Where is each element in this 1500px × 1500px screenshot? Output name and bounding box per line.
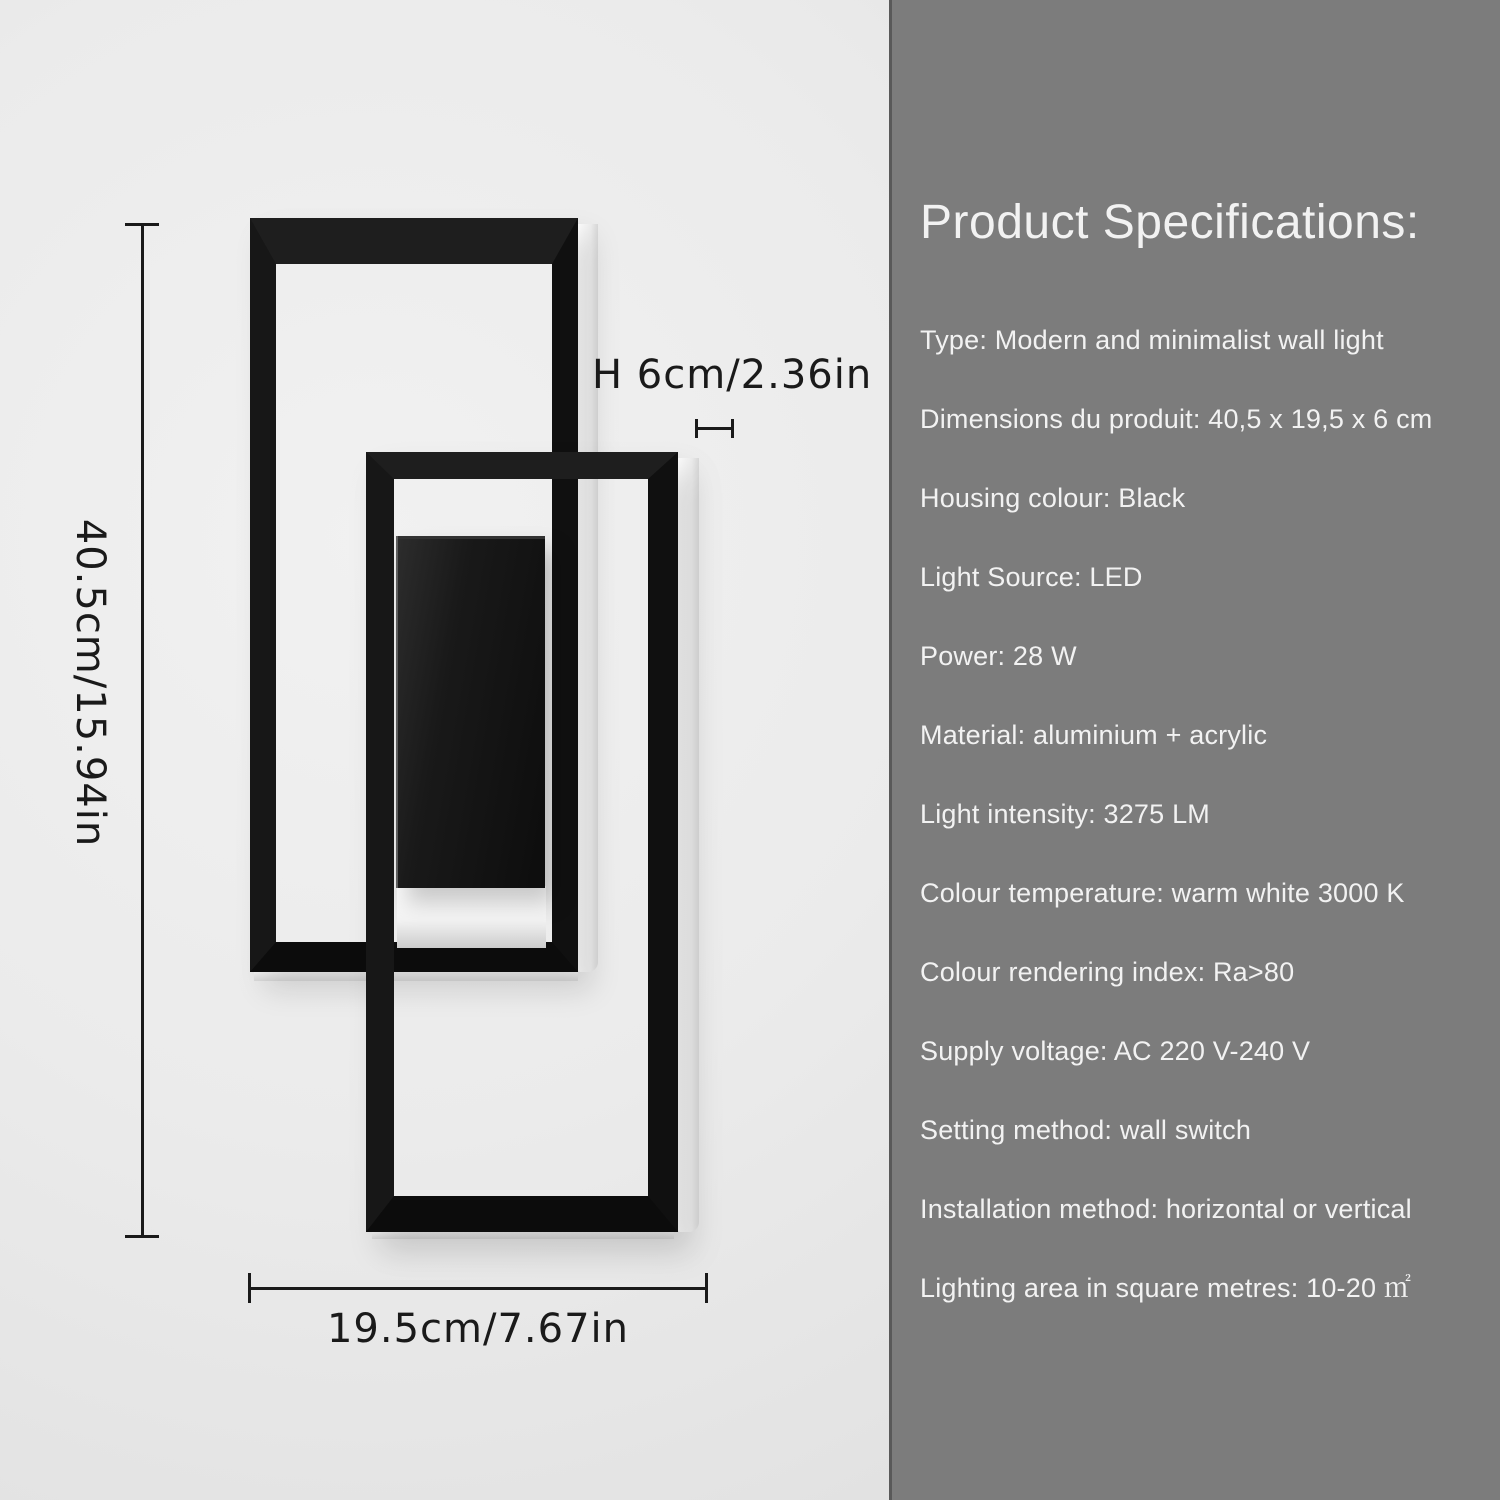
depth-dimension-tick-left: [695, 419, 698, 438]
depth-dimension-label: H 6cm/2.36in: [592, 352, 873, 398]
front-frame: [366, 452, 678, 1232]
spec-line: Colour temperature: warm white 3000 K: [920, 878, 1405, 908]
front-frame-led-strip-right: [678, 458, 699, 1232]
height-dimension-label: 40.5cm/15.94in: [67, 518, 113, 848]
width-dimension-label: 19.5cm/7.67in: [326, 1306, 630, 1352]
depth-dimension-tick-right: [731, 419, 734, 438]
height-dimension-line: [141, 224, 144, 1238]
spec-line: Light Source: LED: [920, 562, 1143, 592]
width-dimension-tick-left: [248, 1273, 251, 1303]
spec-line: Setting method: wall switch: [920, 1115, 1252, 1145]
spec-line: Housing colour: Black: [920, 483, 1186, 513]
width-dimension-line: [249, 1287, 708, 1290]
spec-line: Material: aluminium + acrylic: [920, 720, 1268, 750]
spec-line: Type: Modern and minimalist wall light: [920, 325, 1384, 355]
height-dimension-tick-top: [125, 223, 159, 226]
depth-dimension-line: [696, 427, 734, 430]
spec-line: Supply voltage: AC 220 V-240 V: [920, 1036, 1311, 1066]
spec-line: Dimensions du produit: 40,5 x 19,5 x 6 cm: [920, 404, 1433, 434]
spec-line: Installation method: horizontal or vertical: [920, 1194, 1412, 1224]
front-frame-led-strip-bottom: [372, 1232, 674, 1239]
height-dimension-tick-bottom: [125, 1235, 159, 1238]
spec-list: [920, 301, 1486, 1328]
spec-line: Lighting area in square metres: 10-20 ㎡: [920, 1273, 1412, 1303]
spec-line: Light intensity: 3275 LM: [920, 799, 1210, 829]
spec-panel: [889, 0, 1500, 1500]
width-dimension-tick-right: [705, 1273, 708, 1303]
spec-line: Power: 28 W: [920, 641, 1077, 671]
panel-title: Product Specifications:: [920, 196, 1420, 249]
spec-line: Colour rendering index: Ra>80: [920, 957, 1295, 987]
